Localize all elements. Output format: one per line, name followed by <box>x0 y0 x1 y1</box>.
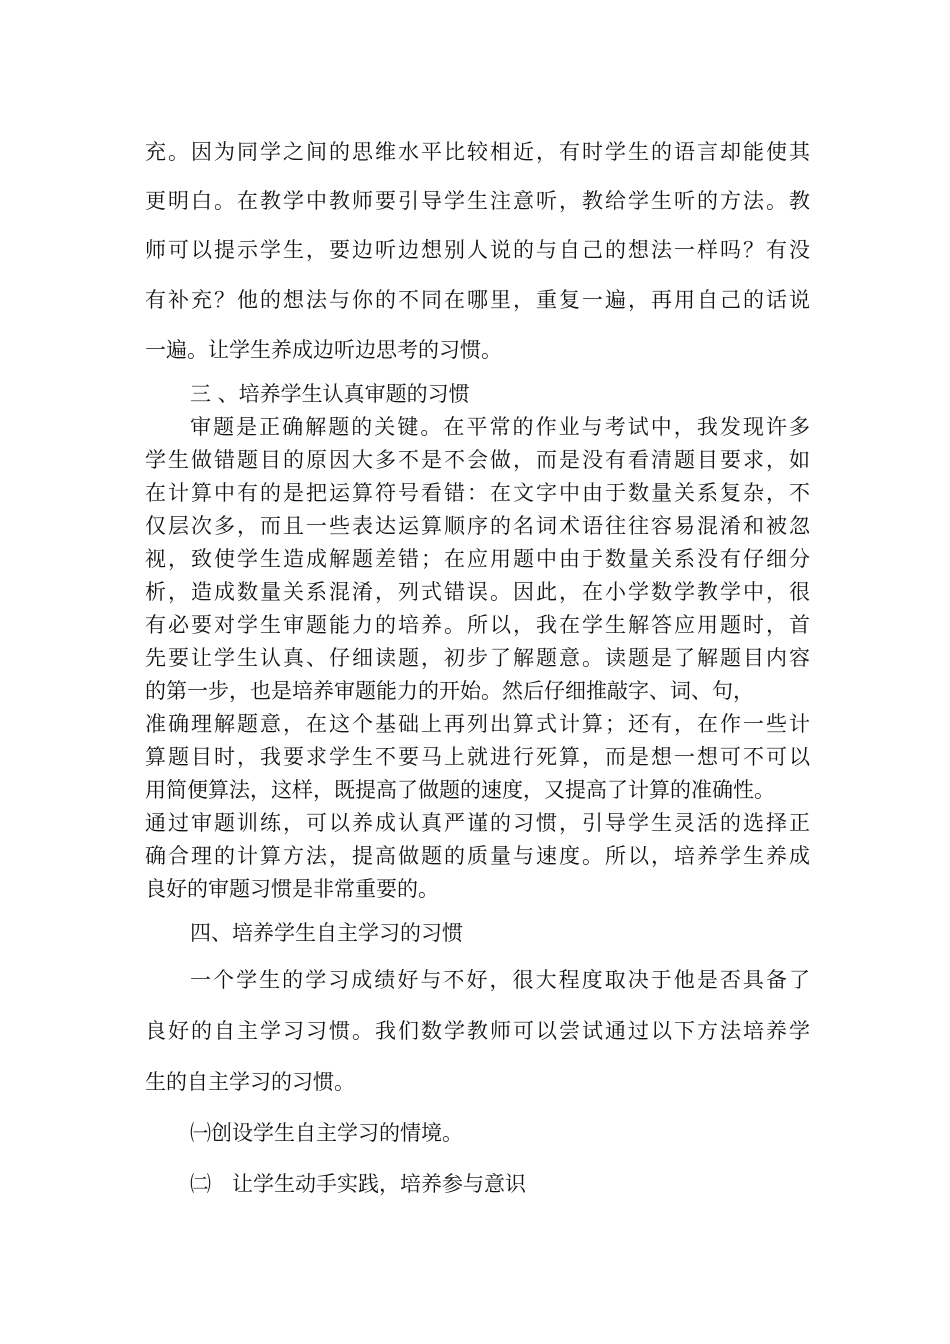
paragraph-1-line-3: 师可以提示学生，要边听边想别人说的与自己的想法一样吗？有没 <box>145 238 810 262</box>
paragraph-2-line-4: 仅层次多，而且一些表达运算顺序的名词术语往往容易混淆和被忽 <box>145 514 810 538</box>
paragraph-2-line-5: 视，致使学生造成解题差错；在应用题中由于数量关系没有仔细分 <box>145 547 810 571</box>
list-item-1: ㈠创设学生自主学习的情境。 <box>190 1121 463 1145</box>
paragraph-2-line-13: 通过审题训练，可以养成认真严谨的习惯，引导学生灵活的选择正 <box>145 811 810 835</box>
paragraph-2-line-3: 在计算中有的是把运算符号看错：在文字中由于数量关系复杂，不 <box>145 481 810 505</box>
paragraph-3-line-2: 良好的自主学习习惯。我们数学教师可以尝试通过以下方法培养学 <box>145 1019 810 1043</box>
paragraph-2-line-2: 学生做错题目的原因大多不是不会做，而是没有看清题目要求，如 <box>145 448 810 472</box>
paragraph-2-line-10: 准确理解题意，在这个基础上再列出算式计算；还有，在作一些计 <box>145 712 810 736</box>
paragraph-2-line-15: 良好的审题习惯是非常重要的。 <box>145 877 439 901</box>
paragraph-3-line-3: 生的自主学习的习惯。 <box>145 1070 355 1094</box>
paragraph-1-line-1: 充。因为同学之间的思维水平比较相近，有时学生的语言却能使其 <box>145 140 810 164</box>
list-item-2: ㈡ 让学生动手实践，培养参与意识 <box>190 1172 526 1196</box>
paragraph-2-line-6: 析，造成数量关系混淆，列式错误。因此，在小学数学教学中，很 <box>145 580 810 604</box>
paragraph-1-line-2: 更明白。在教学中教师要引导学生注意听，教给学生听的方法。教 <box>145 189 810 213</box>
paragraph-3-line-1: 一个学生的学习成绩好与不好，很大程度取决于他是否具备了 <box>190 968 810 992</box>
paragraph-2-line-9: 的第一步，也是培养审题能力的开始。然后仔细推敲字、词、句， <box>145 679 754 703</box>
paragraph-2-line-8: 先要让学生认真、仔细读题，初步了解题意。读题是了解题目内容 <box>145 646 810 670</box>
section-heading-4: 四、培养学生自主学习的习惯 <box>190 921 463 945</box>
paragraph-2-line-14: 确合理的计算方法，提高做题的质量与速度。所以，培养学生养成 <box>145 844 810 868</box>
paragraph-1-line-5: 一遍。让学生养成边听边思考的习惯。 <box>145 338 502 362</box>
paragraph-1-line-4: 有补充？他的想法与你的不同在哪里，重复一遍，再用自己的话说 <box>145 288 810 312</box>
paragraph-2-line-1: 审题是正确解题的关键。在平常的作业与考试中，我发现许多 <box>190 415 810 439</box>
paragraph-2-line-11: 算题目时，我要求学生不要马上就进行死算，而是想一想可不可以 <box>145 745 810 769</box>
paragraph-2-line-12: 用简便算法，这样，既提高了做题的速度，又提高了计算的准确性。 <box>145 778 775 802</box>
section-heading-3: 三 、培养学生认真审题的习惯 <box>190 382 470 406</box>
paragraph-2-line-7: 有必要对学生审题能力的培养。所以，我在学生解答应用题时，首 <box>145 613 810 637</box>
